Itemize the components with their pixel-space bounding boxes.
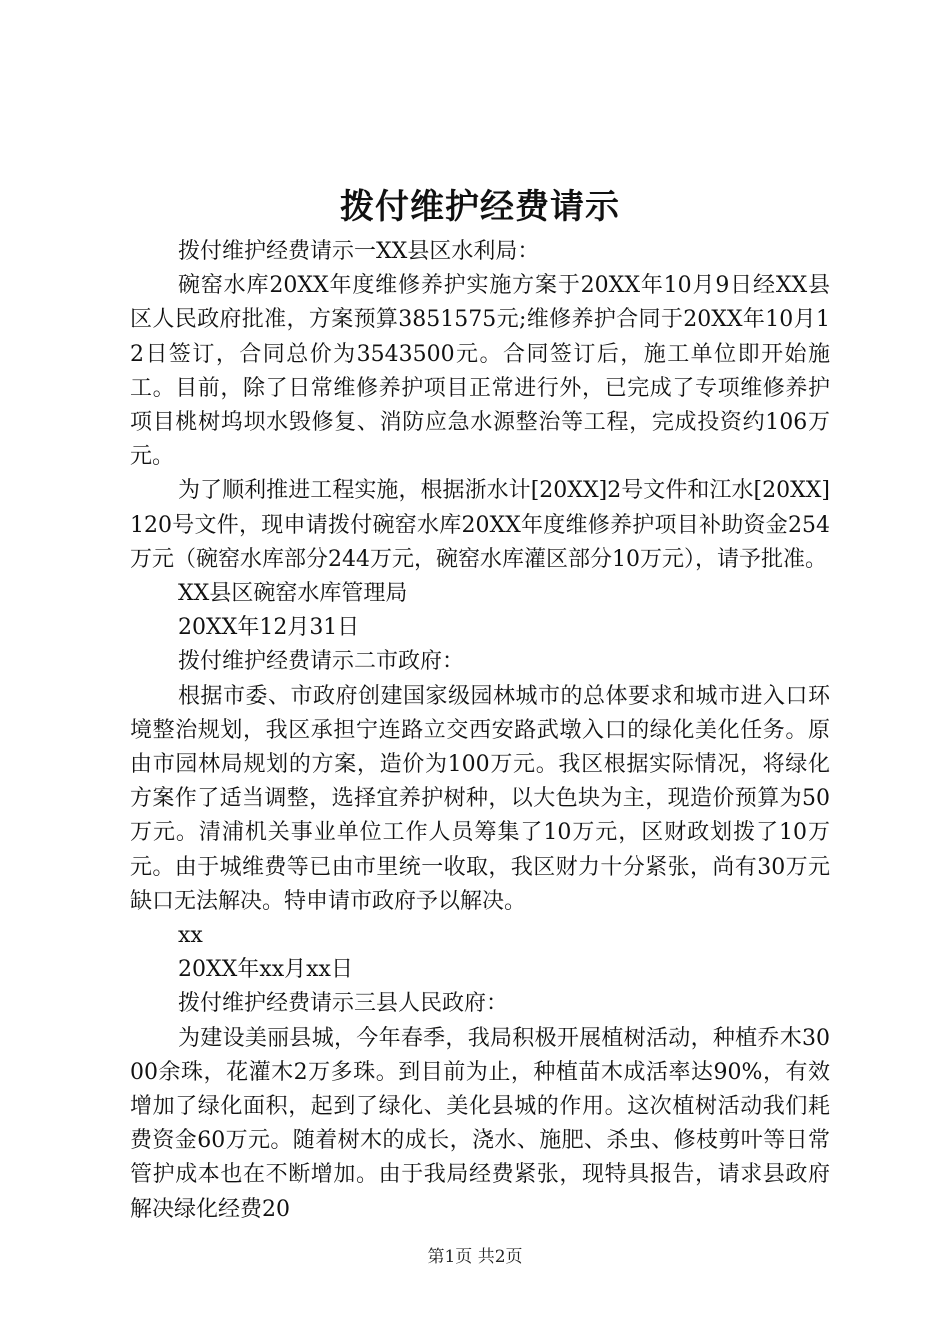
document-body <box>130 185 830 1227</box>
request-2-heading: 拨付维护经费请示二市政府： <box>178 649 465 675</box>
request-1-signature: XX县区碗窑水库管理局 <box>178 581 408 607</box>
request-2-paragraph-1: 根据市委、市政府创建国家级园林城市的总体要求和城市进入口环境整治规划，我区承担宁连路立交西安路武墩入口的绿化美化任务。原由市园林局规划的方案，造价为100万元。我区根据实际情况，将绿化方案作了适当调整，选择宜养护树种，以大色块为主，现造价预算为50万元。清浦机关事业单位工作人员筹集了10万元，区财政划拨了10万元。由于城维费等已由市里统一收取，我区财力十分紧张，尚有30万元缺口无法解决。特申请市政府予以解决。 <box>130 683 830 914</box>
request-1-date: 20XX年12月31日 <box>178 615 360 641</box>
document-title: 拨付维护经费请示 <box>340 187 620 227</box>
request-1-heading: 拨付维护经费请示一XX县区水利局： <box>178 239 540 264</box>
request-2-signature: xx <box>178 923 203 949</box>
request-3-paragraph-1: 为建设美丽县城，今年春季，我局积极开展植树活动，种植乔木3000余珠，花灌木2万多珠。到目前为止，种植苗木成活率达90%，有效增加了绿化面积，起到了绿化、美化县城的作用。这次植树活动我们耗费资金60万元。随着树木的成长，浇水、施肥、杀虫、修枝剪叶等日常管护成本也在不断增加。由于我局经费紧张，现特具报告，请求县政府解决绿化经费20 <box>130 1025 830 1222</box>
request-1-paragraph-1: 碗窑水库20XX年度维修养护实施方案于20XX年10月9日经XX县区人民政府批准，方案预算3851575元;维修养护合同于20XX年10月12日签订，合同总价为3543500元。合同签订后，施工单位即开始施工。目前，除了日常维修养护项目正常进行外，已完成了专项维修养护项目桃树坞坝水毁修复、消防应急水源整治等工程，完成投资约106万元。 <box>130 273 830 470</box>
page-number-footer: 第1页 共2页 <box>427 1247 523 1267</box>
request-2-date: 20XX年xx月xx日 <box>178 957 353 983</box>
request-1-paragraph-2: 为了顺利推进工程实施，根据浙水计[20XX]2号文件和江水[20XX]120号文件，现申请拨付碗窑水库20XX年度维修养护项目补助资金254万元（碗窑水库部分244万元，碗窑水库灌区部分10万元），请予批准。 <box>130 478 830 572</box>
request-3-heading: 拨付维护经费请示三县人民政府： <box>178 991 509 1017</box>
